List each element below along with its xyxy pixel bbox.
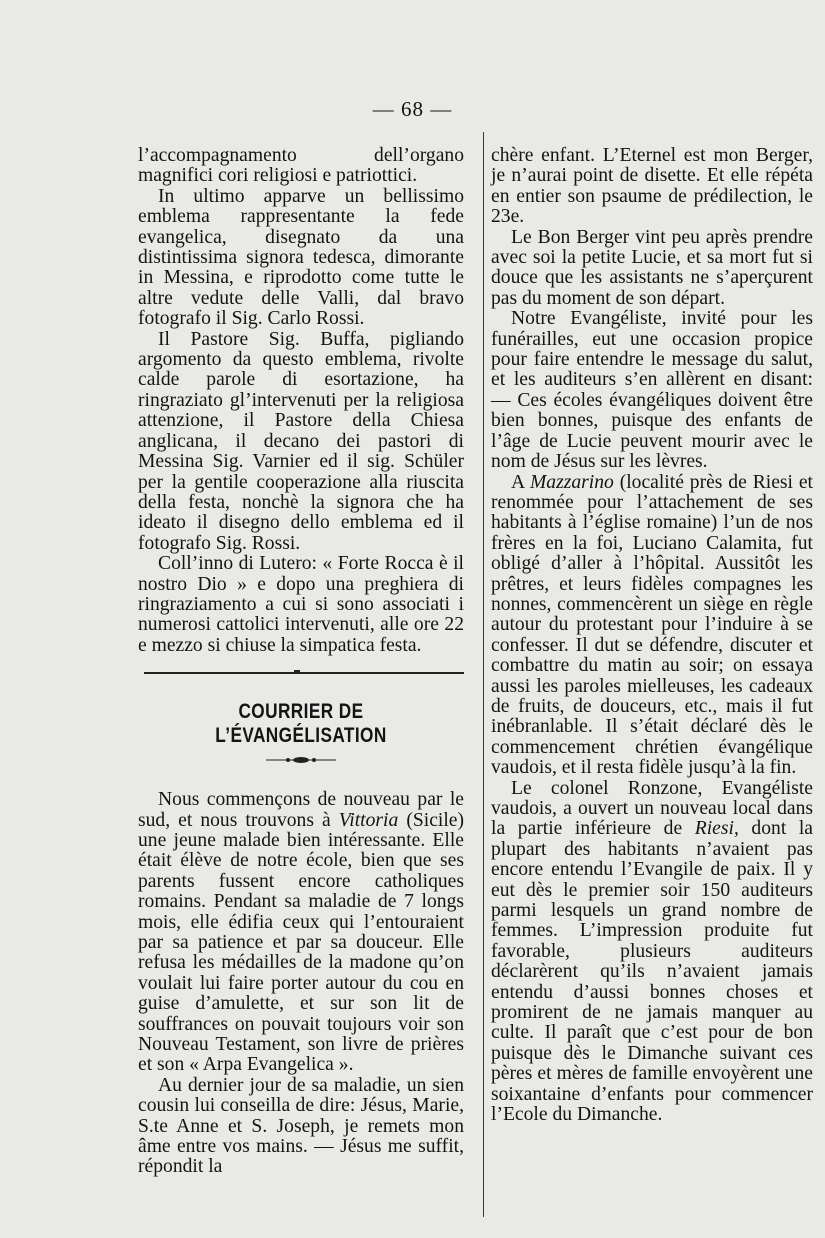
separator-rule: [144, 672, 464, 674]
left-column: [138, 146, 464, 1178]
place-mazzarino: Mazzarino: [529, 471, 614, 493]
section-heading: COURRIER DE L’ÉVANGÉLISATION: [215, 700, 387, 748]
right-column: [491, 146, 813, 1126]
right-paragraph-5-b: , dont la plupart des habitants n’avaient pas encore entendu l’Evangile de paix. Il y eut dès le premier soir 150 auditeurs parmi lesquels un grand nombre de femmes. L’impression produite fut favorable, plusieurs auditeurs déclarèrent qu’ils n’avaient jamais entendu d’aussi bonnes choses et promirent de ne jamais manquer au culte. Il paraît que c’est pour de bon puisque dès le Dimanche suivant ces pères et mères de famille envoyèrent une soixantaine d’enfants pour commencer l’Ecole du Dimanche.: [491, 818, 813, 1126]
ornament-flourish: [138, 754, 464, 768]
left-paragraph-4: Coll’inno di Lutero: « Forte Rocca è il nostro Dio » e dopo una preghiera di ringraziamento a cui si sono associati i numerosi cattolici intervenuti, alle ore 22 e mezzo si chiuse la simpatica festa.: [138, 553, 464, 656]
column-divider: [483, 132, 484, 1217]
left-paragraph-3: Il Pastore Sig. Buffa, pigliando argomento da questo emblema, rivolte calde parole di esortazione, ha ringraziato gl’intervenuti per la religiosa attenzione, il Pastore della Chiesa anglicana, il decano dei pastori di Messina Sig. Varnier ed il sig. Schüler per la gentile cooperazione alla riuscita della festa, nonchè la signora che ha ideato il disegno dello emblema ed il fotografo Sig. Rossi.: [138, 328, 464, 554]
right-paragraph-5: [491, 779, 813, 1126]
left-paragraph-5: [138, 790, 464, 1076]
right-paragraph-2: Le Bon Berger vint peu après prendre avec soi la petite Lucie, et sa mort fut si douce que les assistants ne s’aperçurent pas du moment de son départ.: [491, 226, 813, 309]
place-riesi: Riesi: [694, 818, 734, 840]
section-separator: [138, 656, 464, 692]
right-paragraph-4: [491, 473, 813, 779]
right-paragraph-4-lead: A: [511, 471, 530, 493]
left-paragraph-5-a: Nous commençons de nouveau par le sud, et nous trouvons à: [138, 789, 464, 831]
page-number: — 68 —: [372, 97, 453, 121]
ornament-flourish-icon: [266, 756, 336, 764]
place-vittoria: Vittoria: [338, 809, 399, 831]
left-paragraph-5-b: (Sicile) une jeune malade bien intéressante. Elle était élève de notre école, bien que ses parents fussent encore catholiques romains. Pendant sa maladie de 7 longs mois, elle édifia ceux qui l’entouraient par sa patience et par sa douceur. Elle refusa les médailles de la madone qu’on voulait lui faire porter autour du cou en guise d’amulette, et sur son lit de souffrances on pouvait toujours voir son Nouveau Testament, son livre de prières et son « Arpa Evangelica ».: [138, 809, 464, 1076]
left-paragraph-1: l’accompagnamento dell’organo magnifici cori religiosi e patriottici.: [138, 145, 464, 187]
right-paragraph-5-a: Le colonel Ronzone, Evangéliste vaudois, a ouvert un nouveau local dans la partie inférieure de: [491, 777, 813, 840]
right-paragraph-4-rest: (localité près de Riesi et renommée pour l’attachement de ses habitants à l’église romaine) l’un de nos frères en la foi, Luciano Calamita, fut obligé d’aller à l’hôpital. Aussitôt les prêtres, et leurs fidèles compagnes les nonnes, commencèrent un siège en règle autour du protestant pour l’induire à se confesser. Il dut se défendre, discuter et combattre du matin au soir; on essaya aussi les paroles mielleuses, les cadeaux de fruits, de douceurs, etc., mais il fut inébranlable. Il s’était déclaré dès le commencement chrétien évangélique vaudois, et il resta fidèle jusqu’à la fin.: [491, 471, 813, 779]
left-paragraph-6: Au dernier jour de sa maladie, un sien cousin lui conseilla de dire: Jésus, Marie, S.te Anne et S. Joseph, je remets mon âme entre vos mains. — Jésus me suffit, répondit la: [138, 1074, 464, 1178]
left-paragraph-2: In ultimo apparve un bellissimo emblema rappresentante la fede evangelica, disegnato da una distintissima signora tedesca, dimorante in Messina, e riprodotto come tutte le altre vedute delle Valli, dal bravo fotografo il Sig. Carlo Rossi.: [138, 185, 464, 330]
right-paragraph-3: Notre Evangéliste, invité pour les funérailles, eut une occasion propice pour faire entendre le message du salut, et les auditeurs s’en allèrent en disant: — Ces écoles évangéliques doivent être bien bonnes, puisque des enfants de l’âge de Lucie peuvent mourir avec le nom de Jésus sur les lèvres.: [491, 308, 813, 473]
right-paragraph-1: chère enfant. L’Eternel est mon Berger, je n’aurai point de disette. Et elle répéta en entier son psaume de prédilection, le 23e.: [491, 145, 813, 228]
